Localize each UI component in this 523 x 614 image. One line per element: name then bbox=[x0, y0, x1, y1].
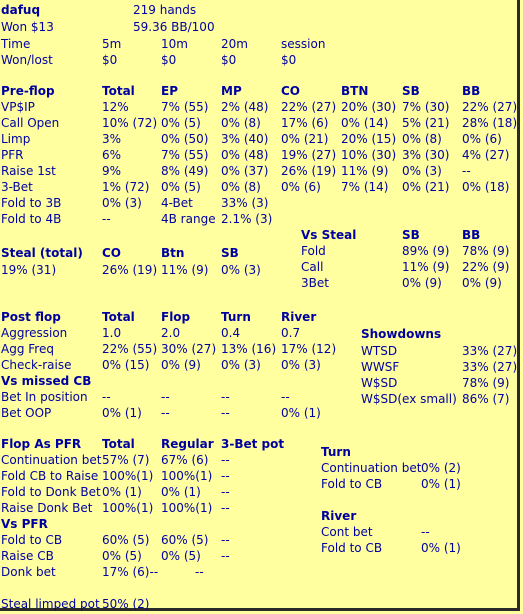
postflop-cell: 0.7 bbox=[281, 326, 301, 340]
preflop-col-header: CO bbox=[281, 84, 301, 98]
vs-missed-row-label: Bet OOP bbox=[1, 406, 52, 420]
vs-steal-cell: 0% (9) bbox=[402, 276, 442, 290]
preflop-row-label: Raise 1st bbox=[1, 164, 56, 178]
flop-pfr-cell: 57% (7) bbox=[102, 453, 150, 467]
flop-pfr-cell: 100%(1) bbox=[161, 501, 213, 515]
vs-steal-title: Vs Steal bbox=[301, 228, 357, 242]
preflop-cell: 0% (3) bbox=[102, 196, 142, 210]
preflop-cell: 17% (6) bbox=[281, 116, 329, 130]
preflop-cell: 5% (21) bbox=[402, 116, 450, 130]
preflop-cell: 7% (55) bbox=[161, 100, 209, 114]
vs-steal-cell: 11% (9) bbox=[402, 260, 450, 274]
preflop-row-label: Fold to 3B bbox=[1, 196, 62, 210]
turn-row-label: Continuation bet bbox=[321, 461, 422, 475]
preflop-row-label: 3-Bet bbox=[1, 180, 33, 194]
preflop-cell: 20% (15) bbox=[341, 132, 397, 146]
flop-pfr-row-label: Fold CB to Raise bbox=[1, 469, 99, 483]
preflop-cell: 20% (30) bbox=[341, 100, 397, 114]
postflop-row-label: Check-raise bbox=[1, 358, 72, 372]
preflop-cell: 2.1% (3) bbox=[221, 212, 273, 226]
flop-pfr-cell: 67% (6) bbox=[161, 453, 209, 467]
postflop-cell: 0% (3) bbox=[221, 358, 261, 372]
vs-steal-row-label: Call bbox=[301, 260, 324, 274]
postflop-cell: 13% (16) bbox=[221, 342, 277, 356]
time-label: Time bbox=[1, 37, 31, 51]
flop-pfr-row-label: Raise Donk Bet bbox=[1, 501, 93, 515]
preflop-cell: 22% (27) bbox=[462, 100, 518, 114]
flop-pfr-col-header: Total bbox=[102, 437, 135, 451]
postflop-col-header: Total bbox=[102, 310, 135, 324]
bb-per-100: 59.36 BB/100 bbox=[133, 20, 215, 34]
hand-count: 219 hands bbox=[133, 3, 197, 17]
postflop-cell: 22% (55) bbox=[102, 342, 158, 356]
preflop-cell: 0% (48) bbox=[221, 148, 269, 162]
vs-pfr-cell: 60% (5) bbox=[161, 533, 209, 547]
flop-pfr-col-header: 3-Bet pot bbox=[221, 437, 285, 451]
preflop-col-header: BTN bbox=[341, 84, 369, 98]
preflop-cell: 3% (40) bbox=[221, 132, 269, 146]
preflop-cell: 0% (37) bbox=[221, 164, 269, 178]
preflop-cell: 26% (19) bbox=[281, 164, 337, 178]
preflop-cell: 0% (14) bbox=[341, 116, 389, 130]
steal-col-header: CO bbox=[102, 246, 122, 260]
vs-steal-row-label: Fold bbox=[301, 244, 326, 258]
vs-pfr-cell: -- bbox=[221, 533, 230, 547]
preflop-cell: 19% (27) bbox=[281, 148, 337, 162]
flop-pfr-title: Flop As PFR bbox=[1, 437, 82, 451]
postflop-cell: 0% (15) bbox=[102, 358, 150, 372]
time-col-header: session bbox=[281, 37, 326, 51]
vs-missed-cell: -- bbox=[102, 390, 111, 404]
preflop-cell: 2% (48) bbox=[221, 100, 269, 114]
preflop-row-label: VP$IP bbox=[1, 100, 35, 114]
vs-missed-cb-title: Vs missed CB bbox=[1, 374, 92, 388]
showdowns-value: 33% (27) bbox=[462, 360, 518, 374]
preflop-cell: 7% (55) bbox=[161, 148, 209, 162]
vs-steal-row-label: 3Bet bbox=[301, 276, 329, 290]
postflop-cell: 2.0 bbox=[161, 326, 181, 340]
preflop-row-label: Limp bbox=[1, 132, 31, 146]
vs-pfr-row-label: Raise CB bbox=[1, 549, 54, 563]
vs-missed-cell: -- bbox=[221, 406, 230, 420]
steal-col-header: SB bbox=[221, 246, 239, 260]
vs-missed-cell: -- bbox=[281, 390, 290, 404]
postflop-cell: 1.0 bbox=[102, 326, 122, 340]
flop-pfr-col-header: Regular bbox=[161, 437, 214, 451]
vs-pfr-cell: 17% (6)-- bbox=[102, 565, 159, 579]
preflop-cell: -- bbox=[462, 164, 471, 178]
preflop-row-label: Fold to 4B bbox=[1, 212, 62, 226]
preflop-cell: 4-Bet bbox=[161, 196, 193, 210]
showdowns-value: 78% (9) bbox=[462, 376, 510, 390]
preflop-cell: 0% (3) bbox=[402, 164, 442, 178]
turn-value: 0% (2) bbox=[421, 461, 461, 475]
preflop-cell: 6% bbox=[102, 148, 122, 162]
flop-pfr-cell: 100%(1) bbox=[161, 469, 213, 483]
preflop-cell: 0% (6) bbox=[281, 180, 321, 194]
flop-pfr-cell: 100%(1) bbox=[102, 501, 154, 515]
vs-missed-row-label: Bet In position bbox=[1, 390, 88, 404]
flop-pfr-cell: -- bbox=[221, 469, 230, 483]
vs-steal-cell: 0% (9) bbox=[462, 276, 502, 290]
time-col-header: 10m bbox=[161, 37, 188, 51]
steal-cell: 0% (3) bbox=[221, 263, 261, 277]
vs-pfr-cell: 0% (5) bbox=[161, 549, 201, 563]
postflop-col-header: River bbox=[281, 310, 317, 324]
postflop-title: Post flop bbox=[1, 310, 61, 324]
postflop-cell: 30% (27) bbox=[161, 342, 217, 356]
preflop-cell: 10% (30) bbox=[341, 148, 397, 162]
vs-pfr-cell: -- bbox=[195, 565, 204, 579]
preflop-row-label: Call Open bbox=[1, 116, 60, 130]
flop-pfr-cell: 0% (1) bbox=[102, 485, 142, 499]
won-amount: Won $13 bbox=[1, 20, 54, 34]
preflop-cell: 0% (21) bbox=[281, 132, 329, 146]
preflop-cell: 22% (27) bbox=[281, 100, 337, 114]
preflop-col-header: MP bbox=[221, 84, 242, 98]
preflop-cell: 0% (8) bbox=[402, 132, 442, 146]
river-row-label: Fold to CB bbox=[321, 541, 383, 555]
preflop-cell: 0% (21) bbox=[402, 180, 450, 194]
preflop-cell: 1% (72) bbox=[102, 180, 150, 194]
wonlost-value: $0 bbox=[161, 53, 177, 67]
steal-col-header: Btn bbox=[161, 246, 185, 260]
showdowns-row-label: WTSD bbox=[361, 344, 398, 358]
preflop-cell: 0% (6) bbox=[462, 132, 502, 146]
river-row-label: Cont bet bbox=[321, 525, 373, 539]
vs-pfr-cell: 60% (5) bbox=[102, 533, 150, 547]
turn-title: Turn bbox=[321, 445, 351, 459]
vs-missed-cell: 0% (1) bbox=[281, 406, 321, 420]
preflop-row-label: PFR bbox=[1, 148, 24, 162]
vs-missed-cell: 0% (1) bbox=[102, 406, 142, 420]
vs-missed-cell: -- bbox=[161, 390, 170, 404]
flop-pfr-cell: 100%(1) bbox=[102, 469, 154, 483]
steal-limped-label: Steal limped pot bbox=[1, 597, 100, 611]
preflop-col-header: SB bbox=[402, 84, 420, 98]
vs-steal-cell: 22% (9) bbox=[462, 260, 510, 274]
showdowns-row-label: W$SD bbox=[361, 376, 398, 390]
wonlost-value: $0 bbox=[221, 53, 237, 67]
wonlost-value: $0 bbox=[102, 53, 118, 67]
preflop-cell: 8% (49) bbox=[161, 164, 209, 178]
steal-cell: 26% (19) bbox=[102, 263, 158, 277]
preflop-cell: 3% (30) bbox=[402, 148, 450, 162]
vs-pfr-row-label: Donk bet bbox=[1, 565, 56, 579]
postflop-cell: 0% (9) bbox=[161, 358, 201, 372]
preflop-cell: 7% (14) bbox=[341, 180, 389, 194]
steal-cell: 11% (9) bbox=[161, 263, 209, 277]
preflop-cell: 0% (8) bbox=[221, 180, 261, 194]
preflop-cell: 0% (50) bbox=[161, 132, 209, 146]
flop-pfr-row-label: Fold to Donk Bet bbox=[1, 485, 101, 499]
showdowns-value: 86% (7) bbox=[462, 392, 510, 406]
steal-limped-value: 50% (2) bbox=[102, 597, 150, 611]
turn-value: 0% (1) bbox=[421, 477, 461, 491]
river-value: 0% (1) bbox=[421, 541, 461, 555]
preflop-col-header: EP bbox=[161, 84, 178, 98]
river-title: River bbox=[321, 509, 357, 523]
vs-steal-col-header: SB bbox=[402, 228, 420, 242]
vs-steal-cell: 89% (9) bbox=[402, 244, 450, 258]
postflop-cell: 0% (3) bbox=[281, 358, 321, 372]
preflop-cell: 28% (18) bbox=[462, 116, 518, 130]
preflop-cell: 7% (30) bbox=[402, 100, 450, 114]
flop-pfr-cell: 0% (1) bbox=[161, 485, 201, 499]
showdowns-row-label: W$SD(ex small) bbox=[361, 392, 457, 406]
preflop-cell: 0% (18) bbox=[462, 180, 510, 194]
preflop-cell: 12% bbox=[102, 100, 129, 114]
river-value: -- bbox=[421, 525, 430, 539]
player-name: dafuq bbox=[1, 3, 41, 17]
postflop-row-label: Aggression bbox=[1, 326, 68, 340]
preflop-cell: 4% (27) bbox=[462, 148, 510, 162]
vs-steal-cell: 78% (9) bbox=[462, 244, 510, 258]
vs-pfr-title: Vs PFR bbox=[1, 517, 48, 531]
turn-row-label: Fold to CB bbox=[321, 477, 383, 491]
vs-steal-col-header: BB bbox=[462, 228, 481, 242]
showdowns-value: 33% (27) bbox=[462, 344, 518, 358]
flop-pfr-cell: -- bbox=[221, 485, 230, 499]
postflop-cell: 17% (12) bbox=[281, 342, 337, 356]
steal-title: Steal (total) bbox=[1, 246, 83, 260]
postflop-col-header: Turn bbox=[221, 310, 251, 324]
preflop-title: Pre-flop bbox=[1, 84, 55, 98]
preflop-cell: 4B range bbox=[161, 212, 216, 226]
vs-missed-cell: -- bbox=[161, 406, 170, 420]
preflop-cell: 10% (72) bbox=[102, 116, 158, 130]
preflop-col-header: Total bbox=[102, 84, 135, 98]
showdowns-row-label: WWSF bbox=[361, 360, 400, 374]
vs-missed-cell: -- bbox=[221, 390, 230, 404]
preflop-cell: 11% (9) bbox=[341, 164, 389, 178]
preflop-cell: 9% bbox=[102, 164, 122, 178]
vs-pfr-cell: -- bbox=[221, 549, 230, 563]
wonlost-label: Won/lost bbox=[1, 53, 53, 67]
time-col-header: 5m bbox=[102, 37, 122, 51]
postflop-col-header: Flop bbox=[161, 310, 191, 324]
preflop-cell: 33% (3) bbox=[221, 196, 269, 210]
postflop-row-label: Agg Freq bbox=[1, 342, 54, 356]
preflop-cell: 3% bbox=[102, 132, 122, 146]
preflop-cell: 0% (8) bbox=[221, 116, 261, 130]
wonlost-value: $0 bbox=[281, 53, 297, 67]
vs-pfr-cell: 0% (5) bbox=[102, 549, 142, 563]
flop-pfr-cell: -- bbox=[221, 453, 230, 467]
preflop-col-header: BB bbox=[462, 84, 481, 98]
steal-total: 19% (31) bbox=[1, 263, 57, 277]
flop-pfr-row-label: Continuation bet bbox=[1, 453, 102, 467]
time-col-header: 20m bbox=[221, 37, 248, 51]
flop-pfr-cell: -- bbox=[221, 501, 230, 515]
preflop-cell: -- bbox=[102, 212, 111, 226]
preflop-cell: 0% (5) bbox=[161, 116, 201, 130]
postflop-cell: 0.4 bbox=[221, 326, 241, 340]
preflop-cell: 0% (5) bbox=[161, 180, 201, 194]
vs-pfr-row-label: Fold to CB bbox=[1, 533, 63, 547]
showdowns-title: Showdowns bbox=[361, 327, 442, 341]
